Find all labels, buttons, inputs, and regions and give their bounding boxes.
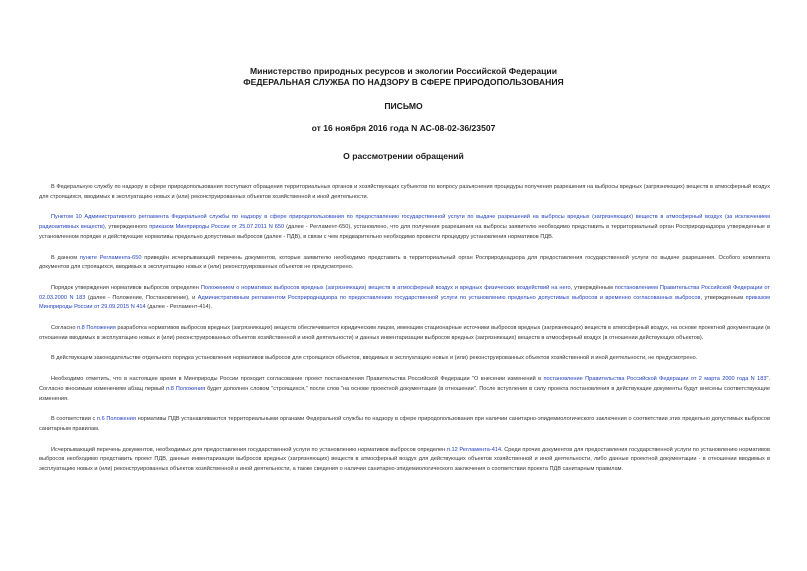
document-link[interactable]: п.6 Положения xyxy=(97,416,136,423)
body-paragraph xyxy=(39,324,770,343)
document-date-number: от 16 ноября 2016 года N АС-08-02-36/23507 xyxy=(311,123,496,133)
paragraph-text: В данном xyxy=(51,254,80,261)
paragraph-text: (далее - Положение, Постановление), и xyxy=(85,294,198,301)
paragraph-text: будет дополнен словом "строящихся," после слов "на основе проектной документации (в отношении". После вступления в силу проекта постановления в действующие документы будут внесены соответствующие изменения. xyxy=(39,385,770,402)
document-link[interactable]: п.8 Положения xyxy=(166,385,206,392)
paragraph-text: Порядок утверждения нормативов выбросов определен xyxy=(51,284,201,291)
paragraph-text: (далее - Регламент-414). xyxy=(145,304,213,311)
body-paragraph xyxy=(39,415,770,434)
document-subject: О рассмотрении обращений xyxy=(343,151,464,161)
document-link[interactable]: Положением о нормативах выбросов вредных (загрязняющих) веществ в атмосферный воздух и вредных физических воздействий на него xyxy=(200,284,571,291)
document-header xyxy=(0,66,807,88)
body-paragraph xyxy=(39,375,770,404)
paragraph-text: В соответствии с xyxy=(51,416,98,423)
document-link[interactable]: Административным регламентом Росприроднадзора по предоставлению государственной услуги по установлению предельно допустимых выбросов и временно согласованных выбросов xyxy=(197,294,701,301)
paragraph-text: Согласно xyxy=(51,325,78,332)
paragraph-text: , утвержденного xyxy=(104,224,150,231)
document-link[interactable]: постановление Правительства Российской Федерации от 2 марта 2000 года N 183 xyxy=(543,376,767,383)
document-type: ПИСЬМО xyxy=(384,101,423,111)
document-link[interactable]: приказом Минприроды России от 25.07.2011 N 650 xyxy=(149,224,285,231)
document-link[interactable]: п.8 Положения xyxy=(77,325,116,332)
document-link[interactable]: Пунктом 10 Административного регламента Федеральной службы по надзору в сфере природопользования по предоставлению государственной услуги по выдаче разрешений на выбросы вредных (загрязняющих) веществ в атмосферный воздух (за исключением радиоактивных веществ) xyxy=(39,214,770,231)
body-paragraph xyxy=(39,354,770,364)
body-paragraph xyxy=(39,254,770,273)
paragraph-text: приведён исчерпывающий перечень документов, которые заявителю необходимо представить в территориальный орган Росприроднадзора для предоставления государственной услуги по выдаче разрешения. Особого комплекта документов для строящихся, вводимых в эксплуатацию новых и (или) реконструированных объектов не предусмотрено. xyxy=(39,254,770,271)
paragraph-text: нормативы ПДВ устанавливаются территориальными органами Федеральной службы по надзору в сфере природопользования при наличии санитарно-эпидемиологического заключения о соответствии этих предельно допустимых выбросов санитарным правилам. xyxy=(39,416,771,432)
paragraph-text: ". Согласно вносимым изменениям абзац первый xyxy=(39,376,770,392)
document-link[interactable]: п.12 Регламента-414 xyxy=(446,446,502,453)
paragraph-text: (далее - Регламент-650), установлено, что для получения разрешения на выбросы заявителю необходимо представить в территориальный орган Росприроднадзора утвержденные в установленном порядке и действующие нормативы предельно допустимых выбросов (далее - ПДВ), в связи с чем предварительно необходимо провести процедуру установления нормативов ПДВ. xyxy=(39,224,771,240)
body-paragraph xyxy=(39,183,770,202)
body-paragraph xyxy=(39,284,770,313)
document-link[interactable]: пункте Регламента-650 xyxy=(79,254,142,261)
paragraph-text: Исчерпывающий перечень документов, необходимых для предоставления государственной услуги по установлению нормативов выбросов определен xyxy=(51,446,447,453)
paragraph-text: В действующем законодательстве отдельного порядка установления нормативов выбросов для строящихся объектов, вводимых в эксплуатацию новых и (или) реконструированных объектов хозяйственной и иной деятельности, не предусмотрено. xyxy=(51,355,698,362)
body-paragraph xyxy=(39,213,770,242)
body-paragraph xyxy=(39,446,770,475)
paragraph-text: В Федеральную службу по надзору в сфере природопользования поступают обращения территориальных органов и хозяйствующих субъектов по вопросу разъяснения процедуры получения разрешения на выбросы вредных (загрязняющих) веществ в атмосферный воздух для строящихся, вводимых в эксплуатацию новых и (или) реконструированных объектов хозяйственной и иной деятельности. xyxy=(39,184,770,200)
document-link[interactable]: приказом Минприроды России от 29.09.2015 N 414 xyxy=(39,294,770,311)
paragraph-text: Необходимо отметить, что в настоящее время в Минприроды России проходит согласование проект постановления Правительства Российской Федерации "О внесении изменений в xyxy=(51,376,544,383)
paragraph-text: , утвержденным xyxy=(700,294,746,301)
paragraph-text: разработка нормативов выбросов вредных (загрязняющих) веществ обеспечивается юридическим лицом, имеющим стационарные источники выбросов вредных (загрязняющих) веществ в атмосферный воздух, на основе проектной документации (в отношении вводимых в эксплуатацию новых и (или) реконструированных объектов хозяйственной и иной деятельности) и данных инвентаризации выбросов вредных (загрязняющих) веществ в атмосферный воздух (в отношении действующих объектов). xyxy=(39,325,771,341)
ministry-name: Министерство природных ресурсов и экологии Российской Федерации xyxy=(250,66,557,76)
service-name: ФЕДЕРАЛЬНАЯ СЛУЖБА ПО НАДЗОРУ В СФЕРЕ ПРИРОДОПОЛЬЗОВАНИЯ xyxy=(243,77,564,87)
paragraph-text: . Среди прочих документов для предоставления государственной услуги по установлению нормативов выбросов необходимо представить проект ПДВ, данные инвентаризации выбросов вредных (загрязняющих) веществ в атмосферный воздух для действующих объектов хозяйственной и иной деятельности, либо данные проектной документации - в отношении вводимых в эксплуатацию новых и (или) реконструированных объектов хозяйственной и иной деятельности, а также сведения о наличии санитарно-эпидемиологического заключения о соответствии проекта ПДВ санитарным правилам. xyxy=(39,446,770,473)
paragraph-text: , утверждённым xyxy=(570,284,615,291)
document-body xyxy=(39,183,770,486)
document-link[interactable]: постановлением Правительства Российской Федерации от 02.03.2000 N 183 xyxy=(39,284,770,301)
